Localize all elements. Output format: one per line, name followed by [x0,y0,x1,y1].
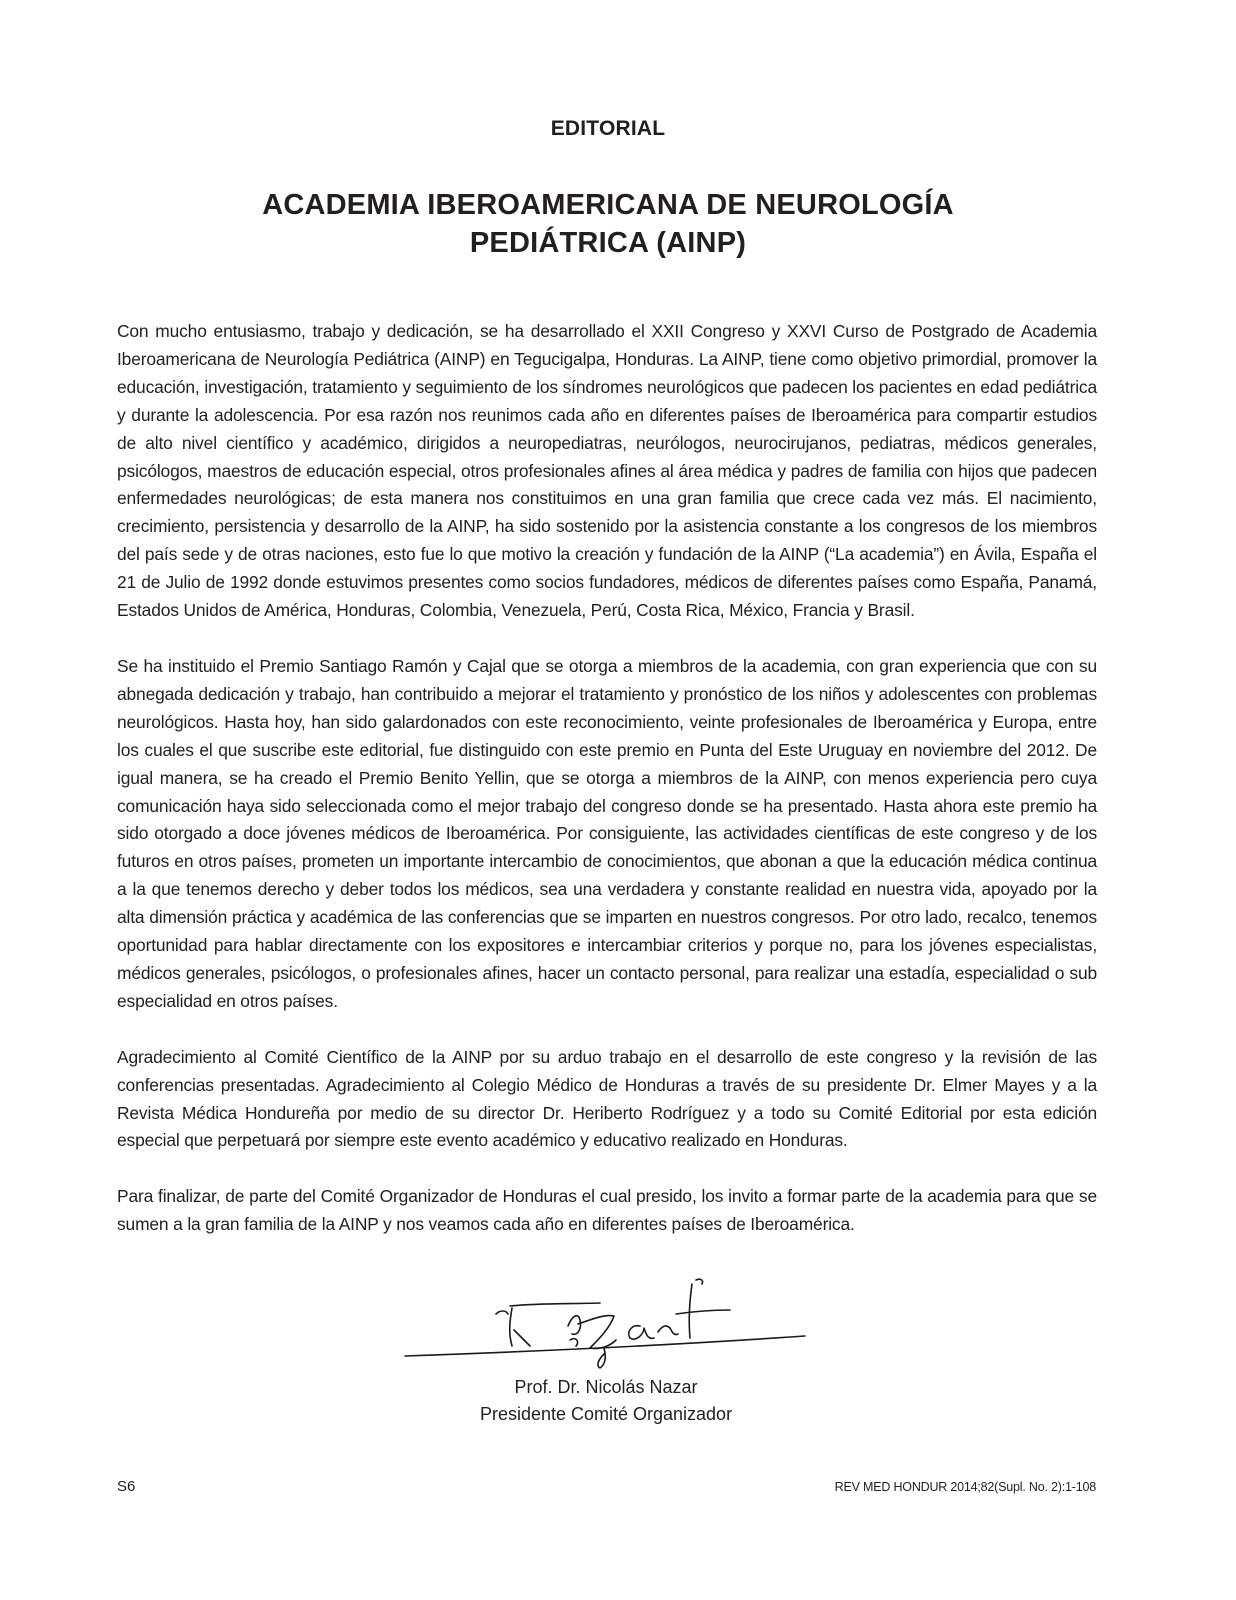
paragraph-2: Se ha instituido el Premio Santiago Ramón y Cajal que se otorga a miembros de la academia, con gran experiencia que con su abnegada dedicación y trabajo, han contribuido a mejorar el tratamiento y pronóstico de los niños y adolescentes con problemas neurológicos. Hasta hoy, han sido galardonados con este reconocimiento, veinte profesionales de Iberoamérica y Europa, entre los cuales el que suscribe este editorial, fue distinguido con este premio en Punta del Este Uruguay en noviembre del 2012. De igual manera, se ha creado el Premio Benito Yellin, que se otorga a miembros de la AINP, con menos experiencia pero cuya comunicación haya sido seleccionada como el mejor trabajo del congreso donde se ha presentado. Hasta ahora este premio ha sido otorgado a doce jóvenes médicos de Iberoamérica. Por consiguiente, las actividades científicas de este congreso y de los futuros en otros países, prometen un importante intercambio de conocimientos, que abonan a que la educación médica continua a la que tenemos derecho y deber todos los médicos, sea una verdadera y constante realidad en nuestra vida, apoyado por la alta dimensión práctica y académica de las conferencias que se imparten en nuestros congresos. Por otro lado, recalco, tenemos oportunidad para hablar directamente con los expositores e intercambiar criterios y porque no, para los jóvenes especialistas, médicos generales, psicólogos, o profesionales afines, hacer un contacto personal, para realizar una estadía, especialidad o sub especialidad en otros países. [117,655,1097,1011]
article-title-line-2: PEDIÁTRICA (AINP) [469,227,747,259]
article-title-line-1: ACADEMIA IBEROAMERICANA DE NEUROLOGÍA [262,189,954,221]
article-body [117,318,1097,1267]
paragraph-1: Con mucho entusiasmo, trabajo y dedicación, se ha desarrollado el XXII Congreso y XXVI Curso de Postgrado de Academia Iberoamericana de Neurología Pediátrica (AINP) en Tegucigalpa, Honduras. La AINP, tiene como objetivo primordial, promover la educación, investigación, tratamiento y seguimiento de los síndromes neurológicos que padecen los pacientes en edad pediátrica y durante la adolescencia. Por esa razón nos reunimos cada año en diferentes países de Iberoamérica para compartir estudios de alto nivel científico y académico, dirigidos a neuropediatras, neurólogos, neurocirujanos, pediatras, médicos generales, psicólogos, maestros de educación especial, otros profesionales afines al área médica y padres de familia con hijos que padecen enfermedades neurológicas; de esta manera nos constituimos en una gran familia que crece cada vez más. El nacimiento, crecimiento, persistencia y desarrollo de la AINP, ha sido sostenido por la asistencia constante a los congresos de los miembros del país sede y de otras naciones, esto fue lo que motivo la creación y fundación de la AINP (“La academia”) en Ávila, España el 21 de Julio de 1992 donde estuvimos presentes como socios fundadores, médicos de diferentes países como España, Panamá, Estados Unidos de América, Honduras, Colombia, Venezuela, Perú, Costa Rica, México, Francia y Brasil. [117,321,1097,621]
article-title [0,186,1216,262]
signer-role: Presidente Comité Organizador [479,1404,733,1424]
journal-citation: REV MED HONDUR 2014;82(Supl. No. 2):1-108 [834,1480,1096,1494]
signature-drawing [400,1270,820,1380]
paragraph-3: Agradecimiento al Comité Científico de la AINP por su arduo trabajo en el desarrollo de este congreso y la revisión de las conferencias presentadas. Agradecimiento al Colegio Médico de Honduras a través de su presidente Dr. Elmer Mayes y a la Revista Médica Hondureña por medio de su director Dr. Heriberto Rodríguez y a todo su Comité Editorial por esta edición especial que perpetuará por siempre este evento académico y educativo realizado en Honduras. [117,1046,1097,1151]
signer-name: Prof. Dr. Nicolás Nazar [514,1377,698,1397]
section-label: EDITORIAL [550,117,666,140]
page-number: S6 [117,1478,136,1495]
paragraph-4: Para finalizar, de parte del Comité Organizador de Honduras el cual presido, los invito a formar parte de la academia para que se sumen a la gran familia de la AINP y nos veamos cada año en diferentes países de Iberoamérica. [117,1186,1097,1235]
